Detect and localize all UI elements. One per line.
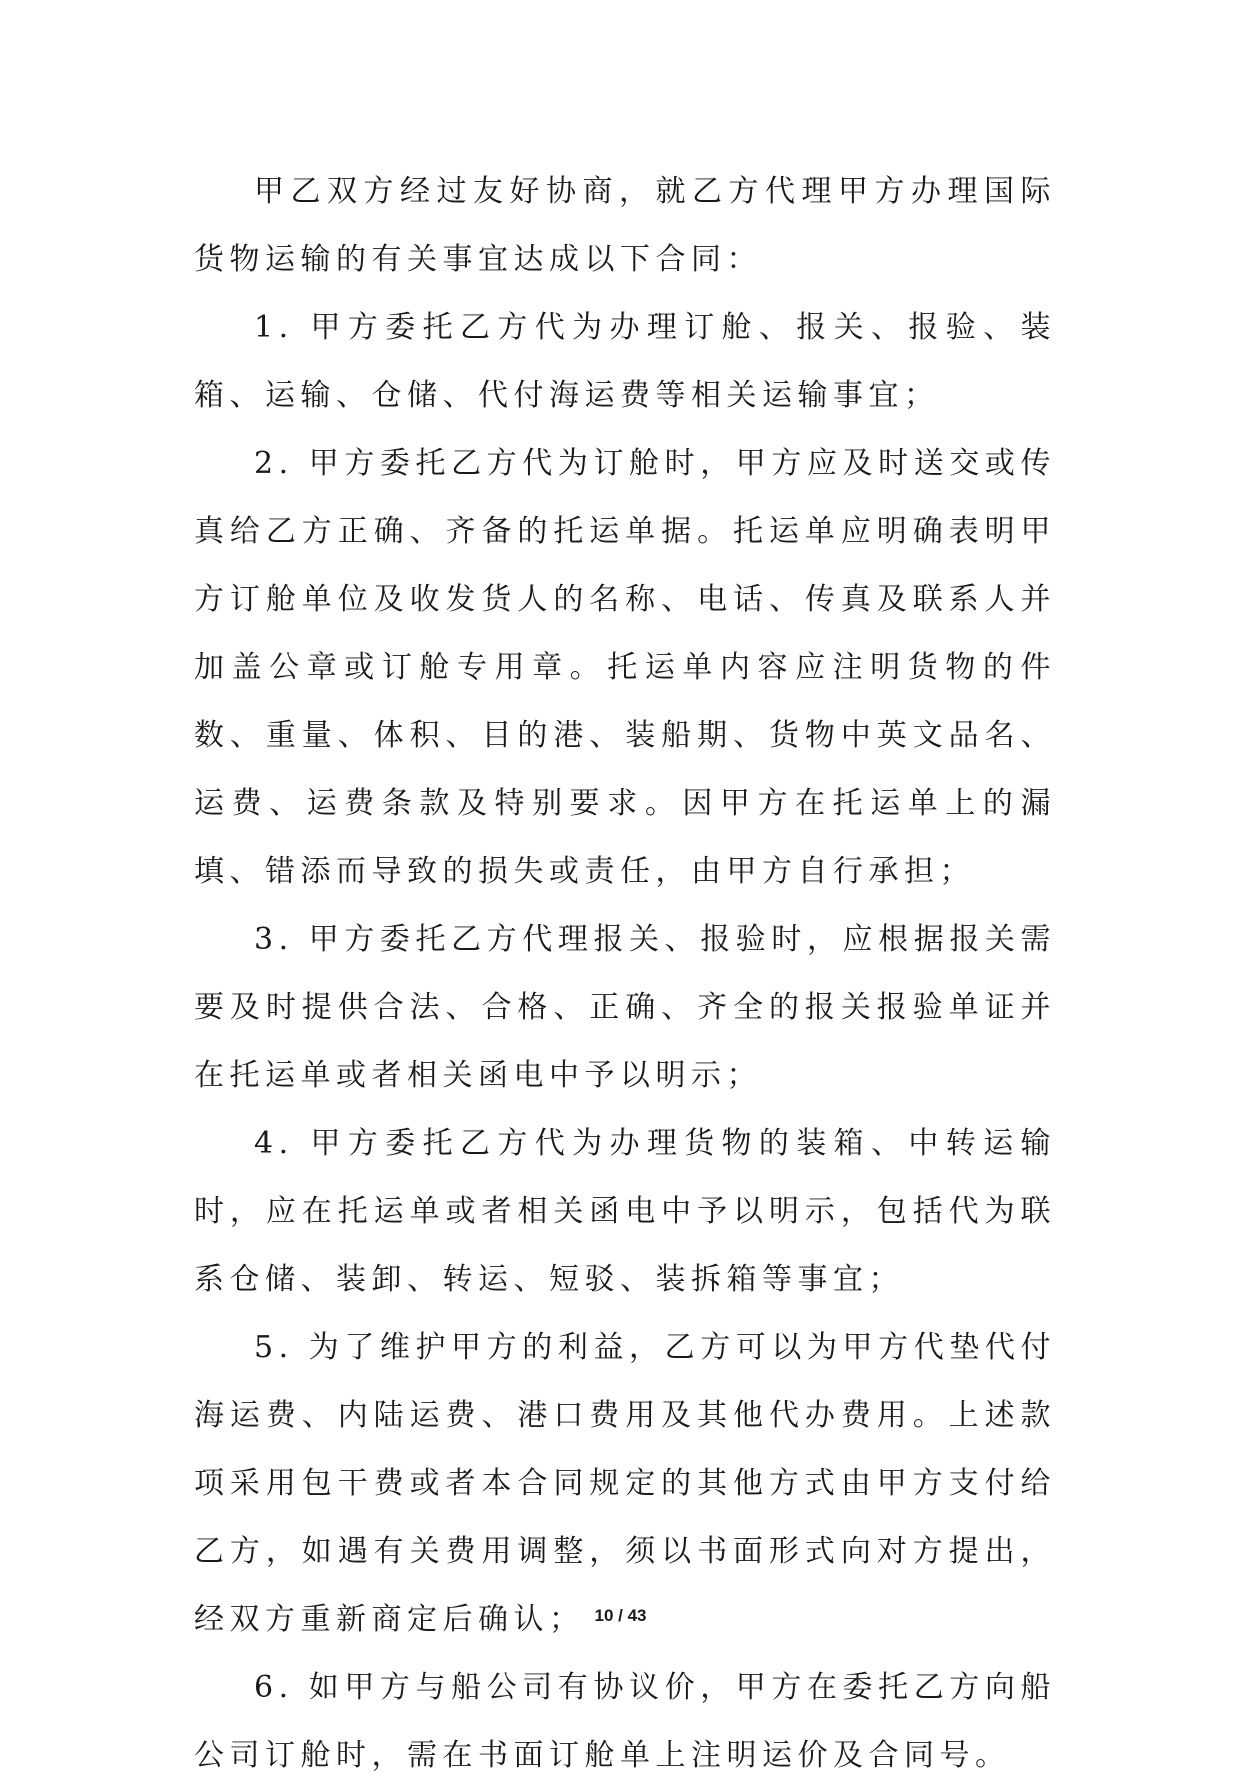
document-body [194, 158, 1056, 1790]
paragraph-clause-6: 6. 如甲方与船公司有协议价，甲方在委托乙方向船公司订舱时，需在书面订舱单上注明运价及合同号。 [194, 1670, 1056, 1773]
paragraph-clause-1: 1. 甲方委托乙方代为办理订舱、报关、报验、装箱、运输、仓储、代付海运费等相关运输事宜； [194, 310, 1056, 413]
paragraph-clause-5: 5. 为了维护甲方的利益，乙方可以为甲方代垫代付海运费、内陆运费、港口费用及其他代办费用。上述款项采用包干费或者本合同规定的其他方式由甲方支付给乙方，如遇有关费用调整，须以书面形式向对方提出，经双方重新商定后确认； [194, 1330, 1056, 1637]
paragraph-intro: 甲乙双方经过友好协商，就乙方代理甲方办理国际货物运输的有关事宜达成以下合同： [194, 174, 1056, 277]
paragraph-clause-2: 2. 甲方委托乙方代为订舱时，甲方应及时送交或传真给乙方正确、齐备的托运单据。托运单应明确表明甲方订舱单位及收发货人的名称、电话、传真及联系人并加盖公章或订舱专用章。托运单内容应注明货物的件数、重量、体积、目的港、装船期、货物中英文品名、运费、运费条款及特别要求。因甲方在托运单上的漏填、错添而导致的损失或责任，由甲方自行承担； [194, 446, 1056, 889]
paragraph-clause-4: 4. 甲方委托乙方代为办理货物的装箱、中转运输时，应在托运单或者相关函电中予以明示，包括代为联系仓储、装卸、转运、短驳、装拆箱等事宜； [194, 1126, 1056, 1297]
page-number: 10 / 43 [594, 1606, 647, 1625]
paragraph-clause-3: 3. 甲方委托乙方代理报关、报验时，应根据报关需要及时提供合法、合格、正确、齐全的报关报验单证并在托运单或者相关函电中予以明示； [194, 922, 1056, 1093]
